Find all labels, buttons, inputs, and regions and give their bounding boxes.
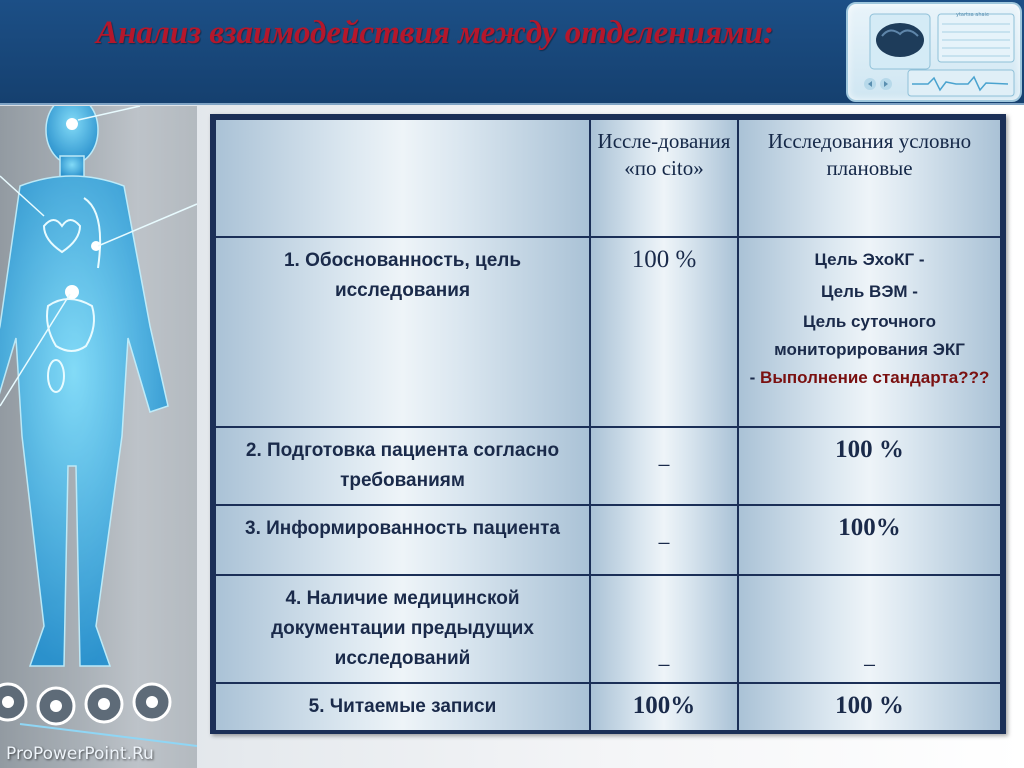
table-row <box>215 575 1001 683</box>
planned-value: _ <box>738 575 1001 683</box>
human-body-icon <box>0 106 197 768</box>
monitor-graphic <box>848 4 1024 104</box>
row-label: 3. Информированность пациента <box>215 505 590 575</box>
goal-standard-text: Выполнение стандарта??? <box>760 368 990 387</box>
goal-standard <box>747 364 992 392</box>
table-row <box>215 505 1001 575</box>
goal-holter: Цель суточного мониторирования ЭКГ <box>774 312 965 359</box>
planned-value: 100 % <box>738 427 1001 505</box>
cito-value: 100% <box>590 683 738 731</box>
monitor-widget <box>846 2 1022 102</box>
row-label: 1. Обоснованность, цель исследования <box>215 237 590 427</box>
table-row <box>215 683 1001 731</box>
row-label: 2. Подготовка пациента согласно требованиям <box>215 427 590 505</box>
cito-value: _ <box>590 575 738 683</box>
table-header-row <box>215 119 1001 237</box>
table-row <box>215 237 1001 427</box>
goal-echo: Цель ЭхоКГ - <box>814 250 925 269</box>
planned-value: 100 % <box>738 683 1001 731</box>
table-row <box>215 427 1001 505</box>
brand-watermark: ProPowerPoint.Ru <box>6 744 154 764</box>
row-label: 4. Наличие медицинской документации предыдущих исследований <box>215 575 590 683</box>
cito-value: _ <box>590 427 738 505</box>
header-band <box>0 0 1024 105</box>
page-title: Анализ взаимодействия между отделениями: <box>96 15 774 51</box>
planned-value: 100% <box>738 505 1001 575</box>
header-cell-empty <box>215 119 590 237</box>
comparison-table <box>210 114 1006 734</box>
brain-icon <box>876 23 924 57</box>
header-cell-cito: Иссле-дования «по cito» <box>590 119 738 237</box>
figure-panel <box>0 106 197 768</box>
cito-value: _ <box>590 505 738 575</box>
cito-value: 100 % <box>590 237 738 427</box>
goal-standard-dash: - <box>749 368 761 387</box>
goal-vem: Цель ВЭМ - <box>821 282 918 301</box>
header-cell-planned: Исследования условно плановые <box>738 119 1001 237</box>
monitor-label: ytartsa ahaie <box>956 12 990 18</box>
row-label: 5. Читаемые записи <box>215 683 590 731</box>
planned-goals <box>738 237 1001 427</box>
